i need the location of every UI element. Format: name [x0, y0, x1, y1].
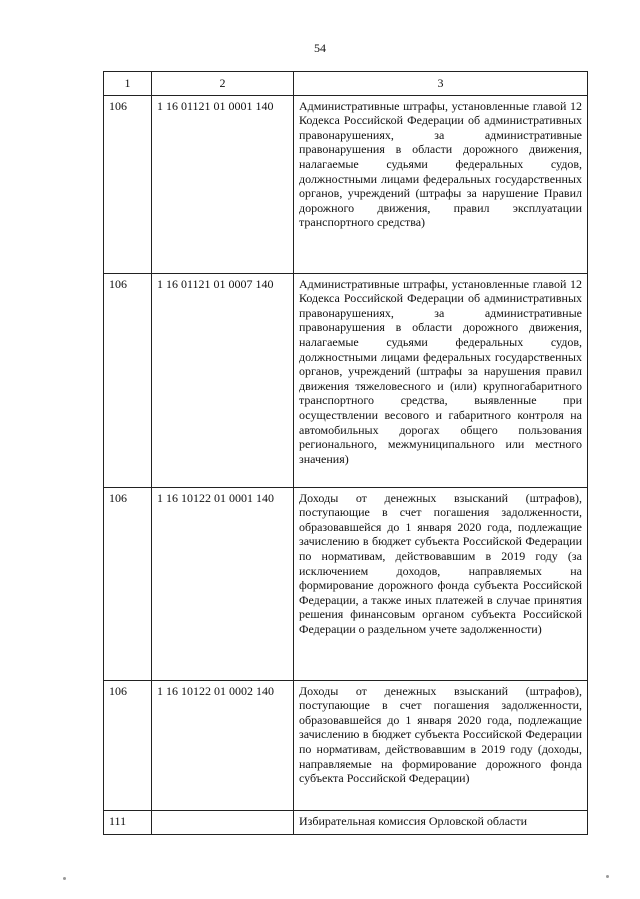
table-header-row	[104, 72, 588, 96]
admin-code-cell: 106	[104, 487, 152, 680]
scan-speck	[606, 875, 609, 878]
kbk-code-cell: 1 16 10122 01 0001 140	[152, 487, 294, 680]
admin-code-cell: 106	[104, 680, 152, 810]
column-header-2: 2	[152, 72, 294, 96]
table-row	[104, 810, 588, 834]
kbk-code-cell: 1 16 01121 01 0007 140	[152, 273, 294, 487]
table-row	[104, 487, 588, 680]
table-row	[104, 95, 588, 273]
description-cell: Избирательная комиссия Орловской области	[294, 810, 588, 834]
column-header-1: 1	[104, 72, 152, 96]
description-cell: Административные штрафы, установленные главой 12 Кодекса Российской Федерации об административных правонарушениях, за административные правонарушения в области дорожного движения, налагаемые судьями федеральных судов, должностными лицами федеральных государственных органов, учреждений (штрафы за нарушение Правил дорожного движения, правил эксплуатации транспортного средства)	[294, 95, 588, 273]
admin-code-cell: 106	[104, 95, 152, 273]
page-number: 54	[314, 41, 326, 55]
kbk-code-cell: 1 16 10122 01 0002 140	[152, 680, 294, 810]
kbk-code-cell: 1 16 01121 01 0001 140	[152, 95, 294, 273]
scan-speck	[63, 877, 66, 880]
description-cell: Доходы от денежных взысканий (штрафов), поступающие в счет погашения задолженности, образовавшейся до 1 января 2020 года, подлежащие зачислению в бюджет субъекта Российской Федерации по нормативам, действовавшим в 2019 году (доходы, направляемые на формирование дорожного фонда субъекта Российской Федерации)	[294, 680, 588, 810]
revenue-codes-table	[103, 71, 588, 835]
table-row	[104, 273, 588, 487]
kbk-code-cell	[152, 810, 294, 834]
column-header-3: 3	[294, 72, 588, 96]
description-cell: Административные штрафы, установленные главой 12 Кодекса Российской Федерации об административных правонарушениях, за административные правонарушения в области дорожного движения, налагаемые судьями федеральных судов, должностными лицами федеральных государственных органов, учреждений (штрафы за нарушения правил движения тяжеловесного и (или) крупногабаритного транспортного средства, выявленные при осуществлении весового и габаритного контроля на автомобильных дорогах общего пользования регионального, межмуниципального или местного значения)	[294, 273, 588, 487]
table-row	[104, 680, 588, 810]
admin-code-cell: 106	[104, 273, 152, 487]
description-cell: Доходы от денежных взысканий (штрафов), поступающие в счет погашения задолженности, образовавшейся до 1 января 2020 года, подлежащие зачислению в бюджет субъекта Российской Федерации по нормативам, действовавшим в 2019 году (за исключением доходов, направляемых на формирование дорожного фонда субъекта Российской Федерации, а также иных платежей в случае принятия решения финансовым органом субъекта Российской Федерации о раздельном учете задолженности)	[294, 487, 588, 680]
admin-code-cell: 111	[104, 810, 152, 834]
